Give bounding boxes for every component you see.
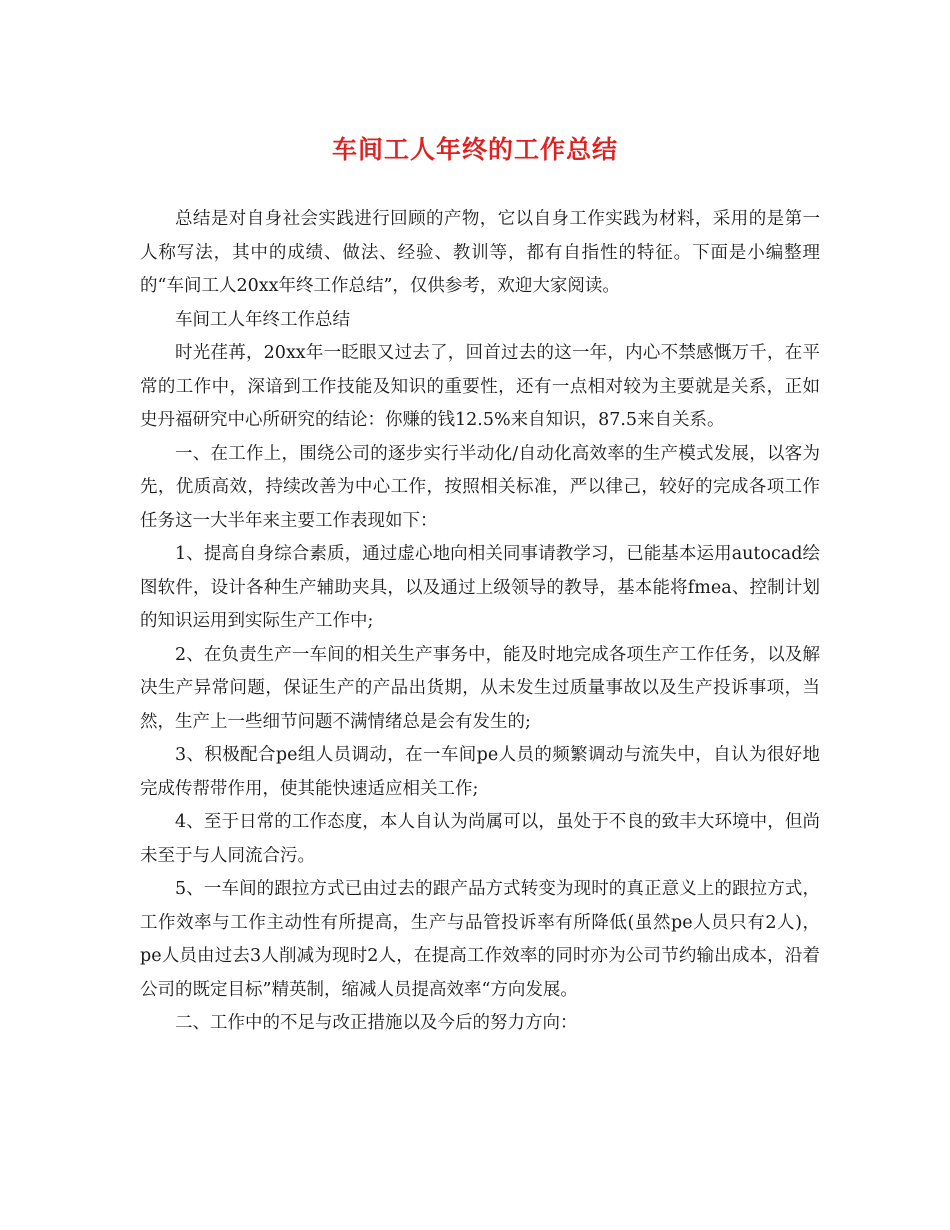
document-title: 车间工人年终的工作总结	[331, 135, 618, 164]
paragraph-item-5: 5、一车间的跟拉方式已由过去的跟产品方式转变为现时的真正意义上的跟拉方式，工作效率与工作主动性有所提高，生产与品管投诉率有所降低(虽然pe人员只有2人)，pe人员由过去3人削减为现时2人，在提高工作效率的同时亦为公司节约输出成本，沿着公司的既定目标”精英制，缩减人员提高效率“方向发展。	[140, 879, 820, 1000]
paragraph-item-2: 2、在负责生产一车间的相关生产事务中，能及时地完成各项生产工作任务，以及解决生产异常问题，保证生产的产品出货期，从未发生过质量事故以及生产投诉事项，当然，生产上一些细节问题不满情绪总是会有发生的;	[140, 644, 820, 732]
paragraph-section-one: 一、在工作上，围绕公司的逐步实行半动化/自动化高效率的生产模式发展，以客为先，优质高效，持续改善为中心工作，按照相关标准，严以律己，较好的完成各项工作任务这一大半年来主要工作表现如下：	[140, 443, 820, 531]
paragraph-item-4: 4、至于日常的工作态度，本人自认为尚属可以，虽处于不良的致丰大环境中，但尚未至于与人同流合污。	[140, 812, 820, 866]
paragraph-item-1: 1、提高自身综合素质，通过虚心地向相关同事请教学习，已能基本运用autocad绘图软件，设计各种生产辅助夹具，以及通过上级领导的教导，基本能将fmea、控制计划的知识运用到实际生产工作中;	[140, 544, 820, 631]
document-body	[140, 203, 820, 1041]
paragraph-opening: 时光荏苒，20xx年一眨眼又过去了，回首过去的这一年，内心不禁感慨万千，在平常的工作中，深谙到工作技能及知识的重要性，还有一点相对较为主要就是关系，正如史丹福研究中心所研究的结论：你赚的钱12.5%来自知识，87.5来自关系。	[140, 343, 820, 430]
paragraph-item-3: 3、积极配合pe组人员调动，在一车间pe人员的频繁调动与流失中，自认为很好地完成传帮带作用，使其能快速适应相关工作;	[140, 745, 820, 799]
paragraph-subtitle: 车间工人年终工作总结	[175, 309, 350, 330]
paragraph-section-two: 二、工作中的不足与改正措施以及今后的努力方向：	[175, 1013, 578, 1033]
paragraph-intro: 总结是对自身社会实践进行回顾的产物，它以自身工作实践为材料，采用的是第一人称写法，其中的成绩、做法、经验、教训等，都有自指性的特征。下面是小编整理的“车间工人20xx年终工作总结”，仅供参考，欢迎大家阅读。	[140, 209, 820, 296]
